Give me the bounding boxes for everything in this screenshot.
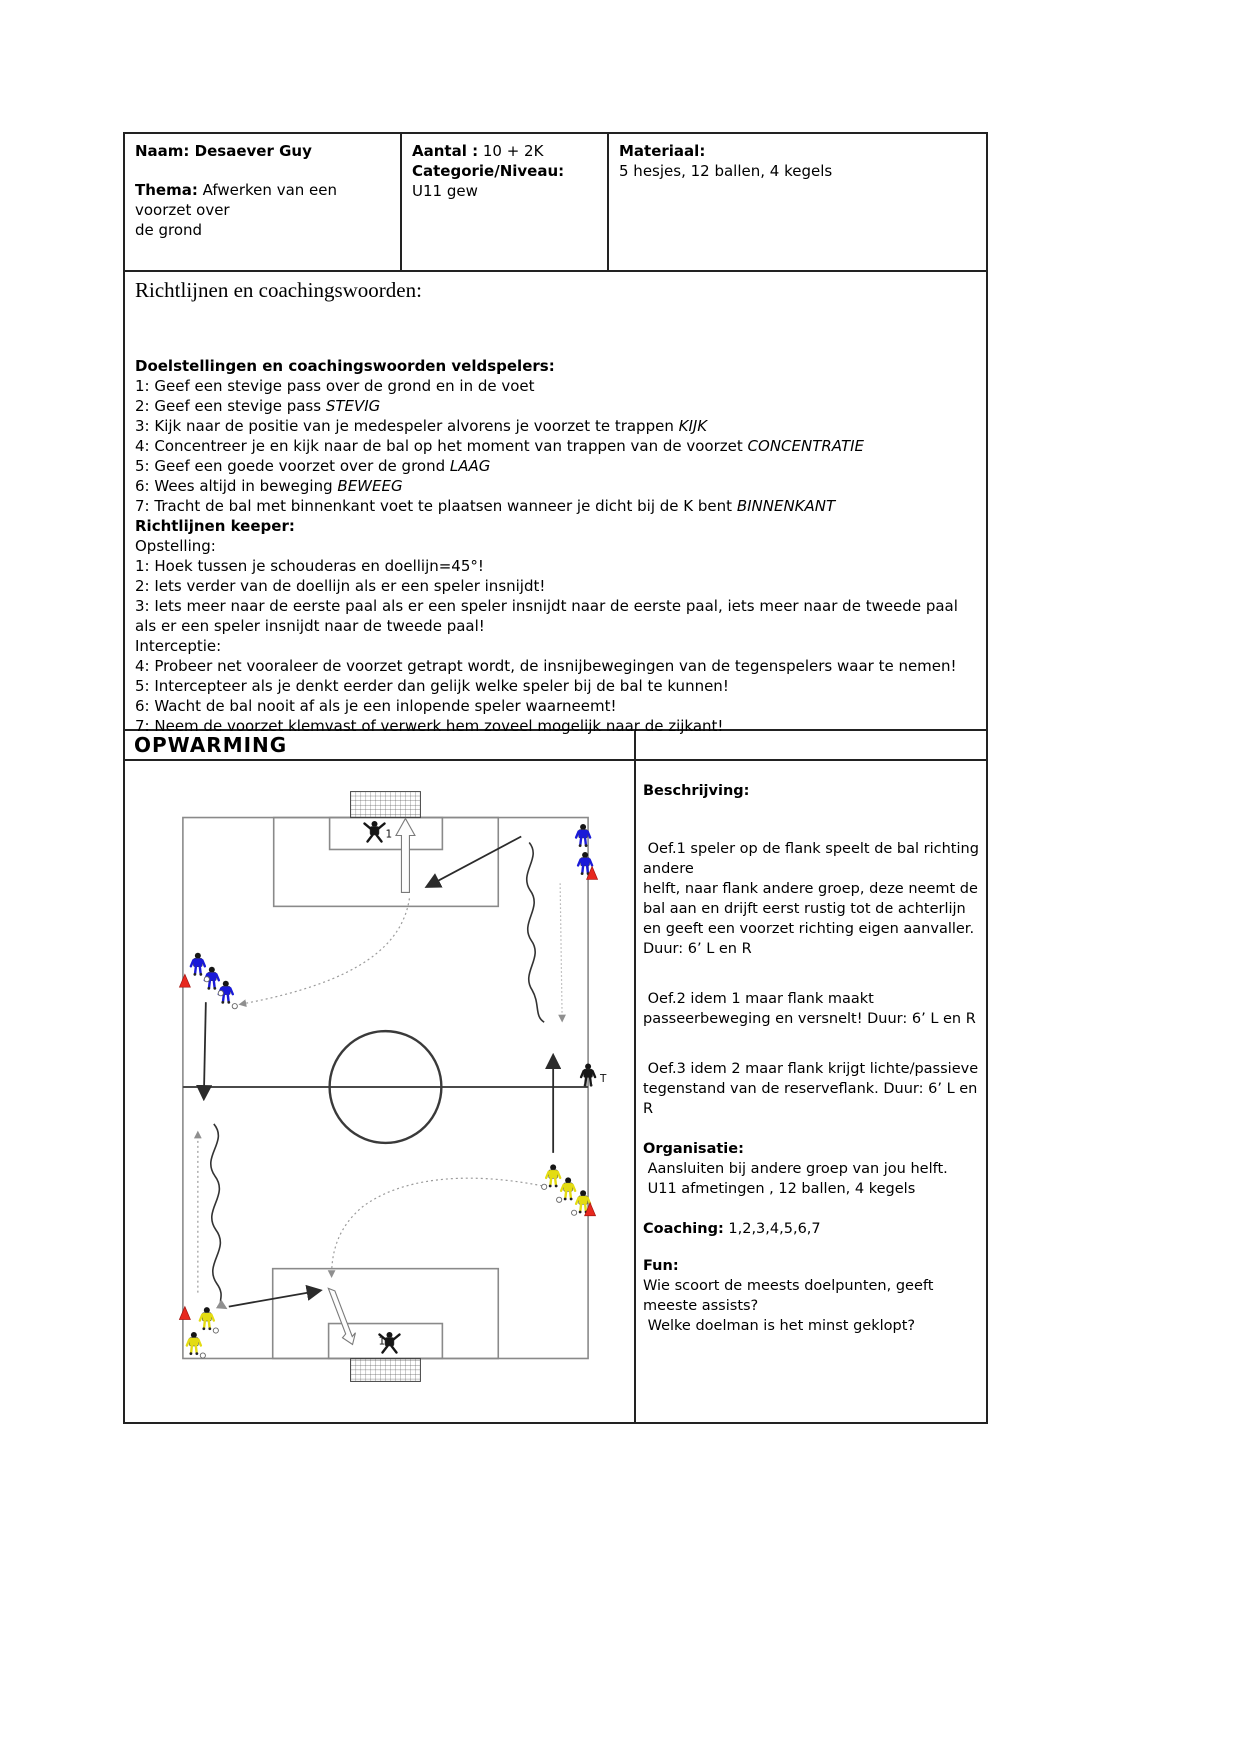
thema-value-line1: Afwerken van een	[202, 181, 337, 199]
opwarming-row-spacer	[636, 731, 986, 759]
ball-marker	[232, 1004, 237, 1009]
pitch-outline	[183, 818, 588, 1359]
text-line: Doelstellingen en coachingswoorden veldspelers:	[135, 357, 555, 375]
ball-marker	[218, 991, 223, 996]
text-line: 5: Intercepteer als je denkt eerder dan gelijk welke speler bij de bal te kunnen!	[135, 677, 729, 695]
ball-marker	[542, 1184, 547, 1189]
materiaal-value: 5 hesjes, 12 ballen, 4 kegels	[619, 162, 833, 180]
text-line: 4: Probeer net vooraleer de voorzet getrapt wordt, de insnijbewegingen van de tegenspelers waar te nemen!	[135, 657, 957, 675]
text-line: helft, naar flank andere groep, deze neemt de bal aan en drijft eerst rustig tot de achterlijn en geeft een voorzet richting eigen aanvaller. Duur: 6’ L en R	[643, 881, 983, 957]
player-label: 1	[385, 828, 393, 841]
text-line: 3: Kijk naar de positie van je medespeler alvorens je voorzet te trappen KIJK	[135, 417, 708, 435]
bottom-goal-net	[351, 1358, 421, 1381]
thema-value-line2: voorzet over	[135, 201, 230, 219]
text-line: Organisatie:	[643, 1141, 744, 1157]
text-line: Richtlijnen keeper:	[135, 517, 295, 535]
naam-label: Naam:	[135, 142, 190, 160]
text-line: 1: Hoek tussen je schouderas en doellijn=45°!	[135, 557, 484, 575]
left-run-down-arrow	[204, 1002, 206, 1098]
field-lines	[183, 818, 588, 1359]
thema-line	[135, 180, 390, 240]
materiaal-label: Materiaal:	[619, 142, 706, 160]
naam-value: Desaever Guy	[194, 142, 312, 160]
left-dribble-wavy-line	[211, 1124, 225, 1308]
beschrijving-list	[643, 781, 984, 1336]
player-black-keeper	[365, 821, 385, 841]
top-goal-net	[351, 792, 421, 818]
richtlijnen-list	[135, 356, 976, 736]
training-sheet-table	[123, 132, 988, 1424]
text-line: Interceptie:	[135, 637, 222, 655]
text-line: 4: Concentreer je en kijk naar de bal op het moment van trappen van de voorzet CONCENTRATIE	[135, 437, 865, 455]
text-line: 7: Tracht de bal met binnenkant voet te plaatsen wanneer je dicht bij de K bent BINNENKANT	[135, 497, 836, 515]
header-row	[125, 134, 986, 270]
text-line: 7: Neem de voorzet klemvast of verwerk hem zoveel mogelijk naar de zijkant!	[135, 717, 724, 735]
text-line: Fun:	[643, 1258, 679, 1274]
ball-marker	[572, 1210, 577, 1215]
opwarming-content-row	[125, 759, 986, 1422]
text-line: 2: Geef een stevige pass STEVIG	[135, 397, 381, 415]
bottom-shot-hollow-arrow	[328, 1288, 355, 1344]
player-blue	[191, 953, 205, 976]
aantal-value: 10 + 2K	[482, 142, 544, 160]
players-and-equipment	[179, 821, 607, 1358]
text-line: Opstelling:	[135, 537, 216, 555]
cone-marker	[179, 1307, 190, 1320]
aantal-line	[412, 141, 597, 161]
categorie-label: Categorie/Niveau:	[412, 162, 565, 180]
beschrijving-cell	[636, 761, 986, 1422]
header-cell-materiaal	[609, 134, 986, 270]
player-label: 1	[378, 1335, 386, 1348]
thema-label: Thema:	[135, 181, 198, 199]
player-yellow	[546, 1164, 560, 1187]
naam-line	[135, 141, 390, 161]
movement-arrows	[198, 819, 562, 1345]
text-line: 5: Geef een goede voorzet over de grond LAAG	[135, 457, 491, 475]
top-cross-pass-arrow	[427, 837, 521, 887]
aantal-label: Aantal :	[412, 142, 479, 160]
ball-marker	[200, 1353, 205, 1358]
text-line: Oef.2 idem 1 maar flank maakt passeerbeweging en versnelt! Duur: 6’ L en R	[643, 991, 976, 1027]
text-line: Aansluiten bij andere groep van jou helft.	[643, 1161, 948, 1177]
text-line: Coaching: 1,2,3,4,5,6,7	[643, 1221, 821, 1237]
right-run-dotted-line	[560, 883, 562, 1020]
text-line: Welke doelman is het minst geklopt?	[643, 1318, 916, 1334]
top-return-dashed-path	[241, 898, 410, 1004]
pitch-diagram-svg	[125, 761, 634, 1424]
text-line: Oef.3 idem 2 maar flank krijgt lichte/passieve tegenstand van de reserveflank. Duur: 6’ L en R	[643, 1061, 983, 1117]
thema-value-line3: de grond	[135, 221, 203, 239]
ball-marker	[557, 1197, 562, 1202]
text-line: Oef.1 speler op de flank speelt de bal richting andere	[643, 841, 984, 877]
pitch-diagram-cell	[125, 761, 636, 1422]
text-line: 6: Wees altijd in beweging BEWEEG	[135, 477, 403, 495]
text-line: 1: Geef een stevige pass over de grond en in de voet	[135, 377, 535, 395]
ball-marker	[204, 977, 209, 982]
opwarming-row	[125, 729, 986, 759]
header-cell-aantal	[402, 134, 609, 270]
text-line: 6: Wacht de bal nooit af als je een inlopende speler waarneemt!	[135, 697, 617, 715]
text-line: Beschrijving:	[643, 783, 750, 799]
player-yellow	[187, 1332, 201, 1355]
top-shot-hollow-arrow	[396, 819, 415, 893]
text-line: U11 afmetingen , 12 ballen, 4 kegels	[643, 1181, 916, 1197]
categorie-value: U11 gew	[412, 182, 478, 200]
richtlijnen-title: Richtlijnen en coachingswoorden:	[135, 278, 422, 302]
right-dribble-wavy-line	[527, 842, 544, 1022]
richtlijnen-section	[125, 270, 986, 735]
ball-marker	[213, 1328, 218, 1333]
player-yellow	[561, 1177, 575, 1200]
cone-marker	[179, 974, 190, 987]
text-line: Wie scoort de meests doelpunten, geeft meeste assists?	[643, 1278, 939, 1314]
player-yellow	[200, 1307, 214, 1330]
text-line: 2: Iets verder van de doellijn als er een speler insnijdt!	[135, 577, 546, 595]
bottom-cross-pass-arrow	[229, 1291, 320, 1307]
header-cell-naam-thema	[125, 134, 402, 270]
player-label: T	[600, 1073, 607, 1086]
text-line: 3: Iets meer naar de eerste paal als er een speler insnijdt naar de eerste paal, iets meer naar de tweede paal als er een speler insnijdt naar de tweede paal!	[135, 597, 963, 635]
bottom-pass-dotted-path	[332, 1178, 543, 1275]
opwarming-title: OPWARMING	[125, 731, 636, 759]
